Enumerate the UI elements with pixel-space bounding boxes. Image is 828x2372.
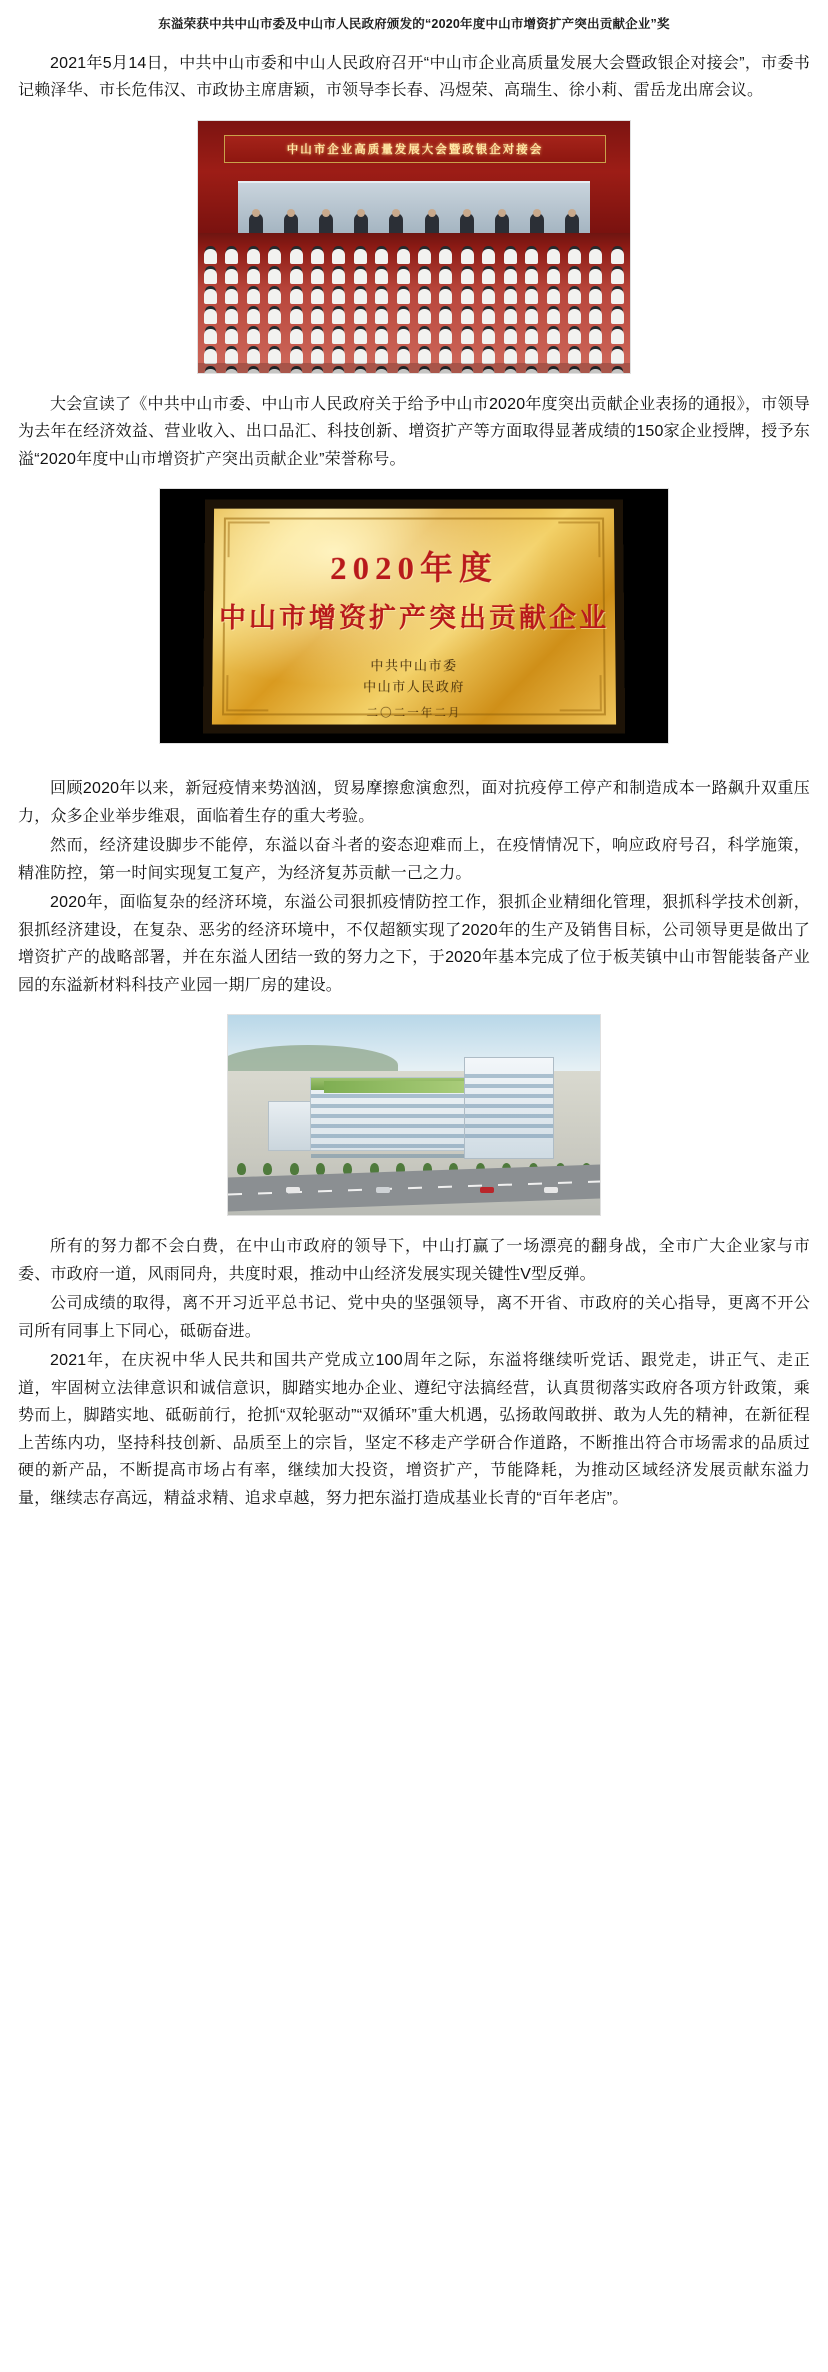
figure-plaque xyxy=(18,489,810,743)
stage-person xyxy=(425,213,439,233)
plaque-date: 二〇二一年二月 xyxy=(366,707,462,720)
stage-seated-officials xyxy=(238,207,590,233)
stage-person xyxy=(565,213,579,233)
stage-person xyxy=(354,213,368,233)
car xyxy=(544,1187,558,1193)
audience-row xyxy=(198,249,630,264)
paragraph-7: 公司成绩的取得，离不开习近平总书记、党中央的坚强领导，离不开省、市政府的关心指导，更离不开公司所有同事上下同心，砥砺奋进。 xyxy=(18,1295,810,1340)
paragraph-3: 回顾2020年以来，新冠疫情来势汹汹，贸易摩擦愈演愈烈，面对抗疫停工停产和制造成本一路飙升双重压力，众多企业举步维艰，面临着生存的重大考验。 xyxy=(18,780,810,825)
stage-person xyxy=(495,213,509,233)
stage-platform xyxy=(238,181,590,241)
photo-foreground-shadow xyxy=(198,363,630,373)
stage-person xyxy=(284,213,298,233)
audience-row xyxy=(198,269,630,284)
audience-seating xyxy=(198,245,630,373)
window-grid xyxy=(311,1094,477,1164)
paragraph-2: 大会宣读了《中共中山市委、中山市人民政府关于给予中山市2020年度突出贡献企业表扬的通报》，市领导为去年在经济效益、营业收入、出口品汇、科技创新、增资扩产等方面取得显著成绩的150家企业授牌，授予东溢“2020年度中山市增资扩产突出贡献企业”荣誉称号。 xyxy=(18,395,810,468)
paragraph-4: 然而，经济建设脚步不能停，东溢以奋斗者的姿态迎难而上，在疫情情况下，响应政府号召，科学施策，精准防控，第一时间实现复工复产，为经济复苏贡献一己之力。 xyxy=(18,837,810,882)
plaque-year: 2020年度 xyxy=(330,551,498,588)
conference-photo xyxy=(198,121,630,373)
stage-person xyxy=(319,213,333,233)
paragraph-5: 2020年，面临复杂的经济环境，东溢公司狠抓疫情防控工作，狠抓企业精细化管理，狠抓科学技术创新，狠抓经济建设，在复杂、恶劣的经济环境中，不仅超额实现了2020年的生产及销售目标，公司领导更是做出了增资扩产的战略部署，并在东溢人团结一致的努力之下，于2020年基本完成了位于板芙镇中山市智能装备产业园的东溢新材料科技产业园一期厂房的建设。 xyxy=(18,894,810,994)
rooftop-garden xyxy=(324,1081,464,1093)
plaque-frame xyxy=(203,500,625,734)
paragraph-6: 所有的努力都不会白费，在中山市政府的领导下，中山打赢了一场漂亮的翻身战，全市广大企业家与市委、市政府一道，风雨同舟，共度时艰，推动中山经济发展实现关键性V型反弹。 xyxy=(18,1238,810,1283)
page-title: 东溢荣获中共中山市委及中山市人民政府颁发的“2020年度中山市增资扩产突出贡献企业”奖 xyxy=(158,17,670,31)
car xyxy=(286,1187,300,1193)
stage-person xyxy=(530,213,544,233)
stage-person xyxy=(460,213,474,233)
stage-person xyxy=(389,213,403,233)
car xyxy=(376,1187,390,1193)
stage-banner-text: 中山市企业高质量发展大会暨政银企对接会 xyxy=(224,135,606,163)
plaque-award-title: 中山市增资扩产突出贡献企业 xyxy=(218,603,610,634)
figure-conference xyxy=(18,121,810,373)
audience-row xyxy=(198,309,630,324)
paragraph-1: 2021年5月14日，中共中山市委和中山人民政府召开“中山市企业高质量发展大会暨政银企对接会”，市委书记赖泽华、市长危伟汉、市政协主席唐颖，市领导李长春、冯煜荣、高瑞生、徐小莉、雷岳龙出席会议。 xyxy=(18,54,810,100)
car xyxy=(480,1187,494,1193)
plaque-gold-surface xyxy=(212,509,616,725)
factory-rendering xyxy=(228,1015,600,1215)
audience-row xyxy=(198,289,630,304)
plaque-issuer-line1: 中共中山市委 xyxy=(370,658,458,674)
plaque-issuer-line2: 中山市人民政府 xyxy=(363,679,465,695)
paragraph-8: 2021年，在庆祝中华人民共和国共产党成立100周年之际，东溢将继续听党话、跟党走，讲正气、走正道，牢固树立法律意识和诚信意识，脚踏实地办企业、遵纪守法搞经营，认真贯彻落实政府各项方针政策，乘势而上，脚踏实地、砥砺前行，抢抓“双轮驱动”“双循环”重大机遇，弘扬敢闯敢拼、敢为人先的精神，在新征程上苦练内功，坚持科技创新、品质至上的宗旨，坚定不移走产学研合作道路，不断推出符合市场需求的品质过硬的新产品，不断提高市场占有率，继续加大投资，增资扩产，节能降耗，为推动区域经济发展贡献东溢力量，继续志存高远，精益求精、追求卓越，努力把东溢打造成基业长青的“百年老店”。 xyxy=(18,1352,810,1507)
plaque-photo xyxy=(160,489,668,743)
stage-person xyxy=(249,213,263,233)
audience-row xyxy=(198,329,630,344)
office-tower xyxy=(464,1057,554,1159)
audience-row xyxy=(198,349,630,364)
plaque-issuer xyxy=(212,656,616,698)
window-grid xyxy=(465,1074,553,1144)
figure-factory xyxy=(18,1015,810,1215)
